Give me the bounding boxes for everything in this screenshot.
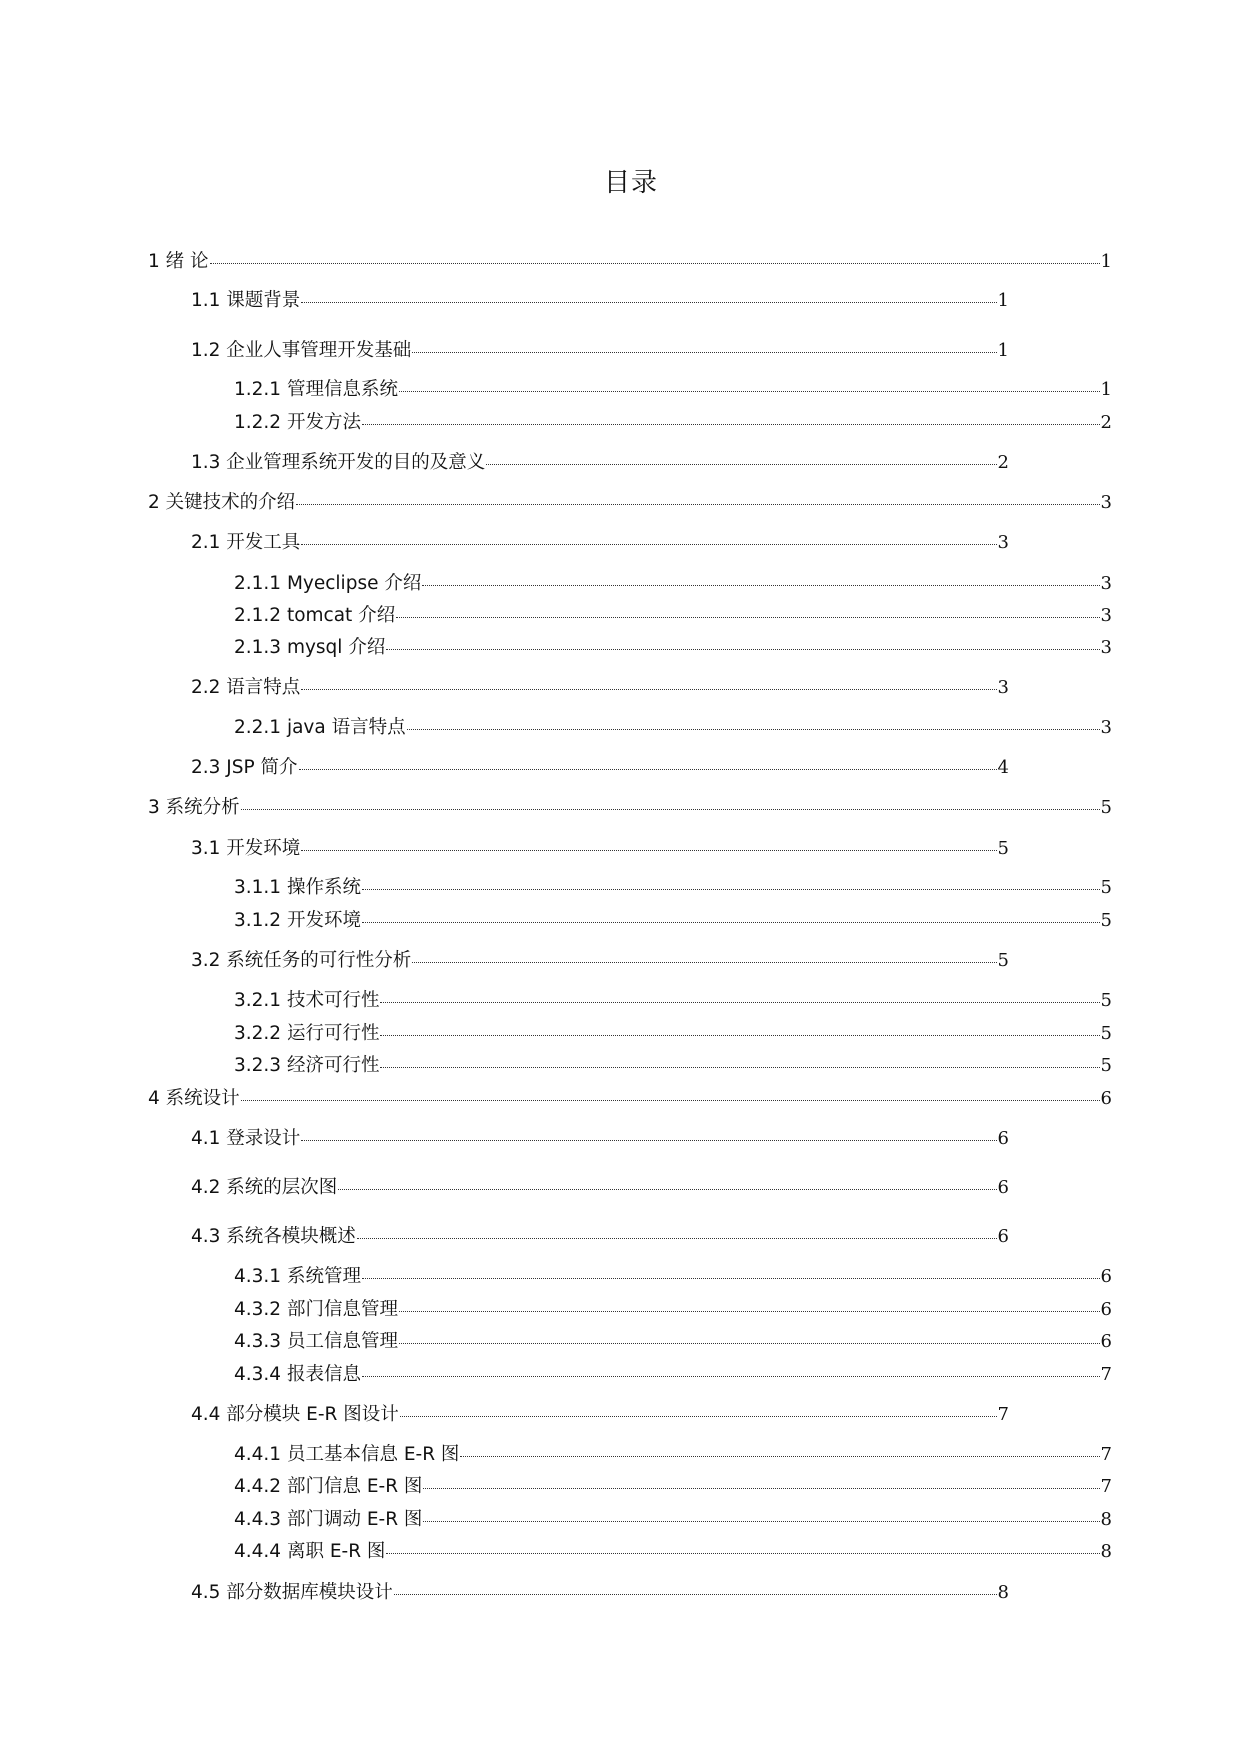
- toc-entry-label: 3.2.3 经济可行性: [234, 1055, 380, 1076]
- toc-entry[interactable]: [148, 250, 1112, 274]
- toc-entry[interactable]: [191, 1581, 1009, 1605]
- toc-entry[interactable]: [234, 572, 1112, 596]
- dot-leader: [301, 684, 996, 690]
- toc-entry-page-number: 3: [997, 532, 1009, 553]
- toc-entry-page-number: 1: [1100, 379, 1112, 400]
- toc-entry-label: 4.4 部分模块 E-R 图设计: [191, 1404, 399, 1425]
- dot-leader: [400, 1411, 997, 1417]
- dot-leader: [357, 1233, 997, 1239]
- toc-entry[interactable]: [191, 531, 1009, 555]
- toc-entry[interactable]: [148, 796, 1112, 820]
- toc-entry-label: 4 系统设计: [148, 1088, 240, 1109]
- toc-entry-page-number: 3: [1100, 492, 1112, 513]
- toc-entry[interactable]: [234, 378, 1112, 402]
- dot-leader: [399, 1338, 1100, 1344]
- toc-entry-page-number: 3: [1100, 605, 1112, 626]
- dot-leader: [301, 539, 996, 545]
- toc-entry-page-number: 6: [1100, 1299, 1112, 1320]
- toc-entry-label: 4.4.3 部门调动 E-R 图: [234, 1509, 423, 1530]
- toc-entry-label: 4.3.1 系统管理: [234, 1266, 361, 1287]
- toc-entry-page-number: 6: [997, 1128, 1009, 1149]
- toc-entry[interactable]: [191, 756, 1009, 780]
- toc-entry[interactable]: [148, 491, 1112, 515]
- toc-entry[interactable]: [234, 1443, 1112, 1467]
- toc-entry-label: 1.2.1 管理信息系统: [234, 379, 398, 400]
- toc-entry-label: 4.3.4 报表信息: [234, 1364, 361, 1385]
- toc-entry-page-number: 5: [1100, 990, 1112, 1011]
- toc-entry-label: 2.1.2 tomcat 介绍: [234, 605, 396, 626]
- dot-leader: [296, 499, 1099, 505]
- toc-entry-label: 2.1.1 Myeclipse 介绍: [234, 573, 422, 594]
- toc-entry[interactable]: [234, 1022, 1112, 1046]
- dot-leader: [386, 644, 1099, 650]
- toc-entry[interactable]: [234, 1508, 1112, 1532]
- toc-entry-page-number: 6: [1100, 1088, 1112, 1109]
- dot-leader: [386, 1548, 1099, 1554]
- toc-entry-label: 3.2.2 运行可行性: [234, 1023, 380, 1044]
- toc-entry-page-number: 3: [997, 677, 1009, 698]
- toc-entry-label: 4.3.3 员工信息管理: [234, 1331, 398, 1352]
- toc-entry-label: 1.2 企业人事管理开发基础: [191, 340, 412, 361]
- dot-leader: [407, 724, 1100, 730]
- dot-leader: [399, 1306, 1100, 1312]
- toc-entry-page-number: 8: [1100, 1509, 1112, 1530]
- toc-entry-page-number: 7: [1100, 1364, 1112, 1385]
- toc-entry-page-number: 1: [1100, 251, 1112, 272]
- toc-entry-page-number: 6: [1100, 1331, 1112, 1352]
- toc-entry-label: 4.3.2 部门信息管理: [234, 1299, 398, 1320]
- toc-entry-page-number: 4: [997, 757, 1009, 778]
- toc-entry[interactable]: [234, 604, 1112, 628]
- toc-entry-page-number: 1: [997, 290, 1009, 311]
- toc-entry-label: 2.1.3 mysql 介绍: [234, 637, 386, 658]
- toc-entry-page-number: 6: [997, 1177, 1009, 1198]
- dot-leader: [412, 347, 996, 353]
- dot-leader: [460, 1451, 1099, 1457]
- toc-entry-label: 3.1.1 操作系统: [234, 877, 361, 898]
- toc-entry-label: 4.4.1 员工基本信息 E-R 图: [234, 1444, 460, 1465]
- toc-entry[interactable]: [191, 949, 1009, 973]
- dot-leader: [394, 1589, 997, 1595]
- toc-entry-page-number: 2: [1100, 412, 1112, 433]
- toc-entry-page-number: 5: [997, 838, 1009, 859]
- dot-leader: [396, 612, 1099, 618]
- toc-entry[interactable]: [191, 451, 1009, 475]
- toc-entry-label: 3.1.2 开发环境: [234, 910, 361, 931]
- dot-leader: [362, 917, 1100, 923]
- toc-entry[interactable]: [234, 716, 1112, 740]
- toc-entry[interactable]: [234, 876, 1112, 900]
- dot-leader: [423, 1516, 1099, 1522]
- toc-entry-label: 3.2.1 技术可行性: [234, 990, 380, 1011]
- dot-leader: [362, 1273, 1100, 1279]
- dot-leader: [362, 1371, 1100, 1377]
- toc-entry[interactable]: [191, 1403, 1009, 1427]
- toc-entry[interactable]: [234, 1540, 1112, 1564]
- dot-leader: [210, 258, 1100, 264]
- toc-entry[interactable]: [191, 837, 1009, 861]
- toc-entry-page-number: 3: [1100, 717, 1112, 738]
- toc-entry[interactable]: [191, 1176, 1009, 1200]
- dot-leader: [241, 804, 1100, 810]
- toc-entry-page-number: 7: [1100, 1476, 1112, 1497]
- toc-entry-label: 2.2.1 java 语言特点: [234, 717, 406, 738]
- toc-entry-label: 2.3 JSP 简介: [191, 757, 298, 778]
- dot-leader: [412, 957, 996, 963]
- dot-leader: [241, 1095, 1100, 1101]
- toc-entry[interactable]: [234, 1054, 1112, 1078]
- toc-entry-page-number: 1: [997, 340, 1009, 361]
- toc-entry-page-number: 8: [1100, 1541, 1112, 1562]
- toc-entry-page-number: 8: [997, 1582, 1009, 1603]
- toc-entry-page-number: 5: [1100, 877, 1112, 898]
- toc-entry-page-number: 7: [1100, 1444, 1112, 1465]
- dot-leader: [301, 845, 996, 851]
- toc-entry-label: 4.2 系统的层次图: [191, 1177, 338, 1198]
- toc-entry[interactable]: [191, 1127, 1009, 1151]
- toc-entry-label: 1 绪 论: [148, 251, 209, 272]
- toc-entry-label: 3.1 开发环境: [191, 838, 301, 859]
- toc-entry-page-number: 5: [1100, 910, 1112, 931]
- toc-entry[interactable]: [191, 289, 1009, 313]
- toc-entry[interactable]: [234, 1475, 1112, 1499]
- dot-leader: [338, 1184, 996, 1190]
- toc-entry[interactable]: [234, 1265, 1112, 1289]
- toc-entry-page-number: 6: [1100, 1266, 1112, 1287]
- toc-entry-label: 2.2 语言特点: [191, 677, 301, 698]
- toc-entry-label: 1.1 课题背景: [191, 290, 301, 311]
- toc-entry[interactable]: [148, 1087, 1112, 1111]
- toc-entry-page-number: 3: [1100, 637, 1112, 658]
- toc-entry[interactable]: [234, 1363, 1112, 1387]
- toc-entry-label: 4.4.2 部门信息 E-R 图: [234, 1476, 423, 1497]
- dot-leader: [380, 1030, 1099, 1036]
- toc-entry[interactable]: [234, 989, 1112, 1013]
- toc-entry-page-number: 5: [1100, 1023, 1112, 1044]
- toc-entry-label: 2.1 开发工具: [191, 532, 301, 553]
- toc-entry[interactable]: [191, 676, 1009, 700]
- dot-leader: [380, 1062, 1099, 1068]
- toc-entry[interactable]: [191, 1225, 1009, 1249]
- dot-leader: [301, 1135, 996, 1141]
- dot-leader: [301, 297, 996, 303]
- dot-leader: [362, 884, 1100, 890]
- toc-entry-page-number: 5: [997, 950, 1009, 971]
- dot-leader: [299, 764, 997, 770]
- toc-entry-label: 1.3 企业管理系统开发的目的及意义: [191, 452, 486, 473]
- toc-entry-page-number: 5: [1100, 1055, 1112, 1076]
- toc-entry-label: 4.1 登录设计: [191, 1128, 301, 1149]
- toc-entry[interactable]: [234, 636, 1112, 660]
- dot-leader: [399, 386, 1100, 392]
- toc-entry-page-number: 3: [1100, 573, 1112, 594]
- dot-leader: [423, 1483, 1099, 1489]
- toc-entry[interactable]: [234, 1330, 1112, 1354]
- toc-entry[interactable]: [234, 1298, 1112, 1322]
- toc-entry-label: 3 系统分析: [148, 797, 240, 818]
- toc-entry-label: 4.5 部分数据库模块设计: [191, 1582, 393, 1603]
- toc-entry-page-number: 6: [997, 1226, 1009, 1247]
- dot-leader: [362, 419, 1100, 425]
- toc-entry-label: 3.2 系统任务的可行性分析: [191, 950, 412, 971]
- toc-entry-page-number: 7: [997, 1404, 1009, 1425]
- toc-entry-label: 2 关键技术的介绍: [148, 492, 296, 513]
- toc-entry[interactable]: [234, 909, 1112, 933]
- toc-entry-label: 1.2.2 开发方法: [234, 412, 361, 433]
- toc-entry-page-number: 2: [997, 452, 1009, 473]
- dot-leader: [380, 997, 1099, 1003]
- page-title: 目录: [603, 168, 658, 198]
- toc-entry-label: 4.3 系统各模块概述: [191, 1226, 356, 1247]
- toc-entry-page-number: 5: [1100, 797, 1112, 818]
- dot-leader: [486, 459, 996, 465]
- toc-entry[interactable]: [234, 411, 1112, 435]
- toc-entry-label: 4.4.4 离职 E-R 图: [234, 1541, 386, 1562]
- dot-leader: [422, 580, 1099, 586]
- toc-entry[interactable]: [191, 339, 1009, 363]
